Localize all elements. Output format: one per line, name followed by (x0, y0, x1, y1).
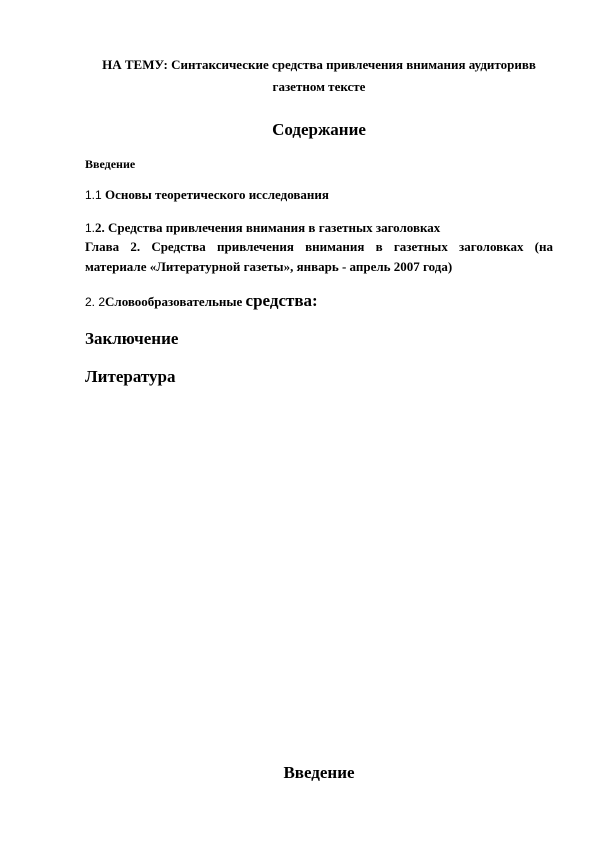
toc-item-2-2-text-b: средства: (245, 291, 318, 310)
toc-item-conclusion: Заключение (85, 329, 179, 348)
toc-item-1-2 (85, 219, 553, 237)
toc-item-2-2 (85, 290, 553, 313)
toc-item-1-1-text: Основы теоретического исследования (105, 187, 329, 202)
document-title: НА ТЕМУ: Синтаксические средства привлечения внимания аудиторивв газетном тексте (102, 57, 536, 94)
toc-chapter-2: Глава 2. Средства привлечения внимания в газетных заголовках (на материале «Литературной газеты», январь - апрель 2007 года) (85, 239, 553, 274)
toc-item-1-2-number: 1. (85, 221, 96, 235)
contents-heading: Содержание (272, 120, 366, 139)
toc-item-intro: Введение (85, 157, 136, 171)
toc-item-2-2-number: 2. 2 (85, 295, 106, 309)
toc-item-1-1 (85, 186, 553, 204)
toc-item-1-1-number: 1.1 (85, 188, 106, 202)
toc-item-1-2-text: 2. Средства привлечения внимания в газетных заголовках (95, 220, 441, 235)
section-heading-intro: Введение (283, 763, 355, 782)
toc-item-2-2-text-a: Словообразовательные (105, 294, 246, 309)
toc-item-literature: Литература (85, 367, 176, 386)
